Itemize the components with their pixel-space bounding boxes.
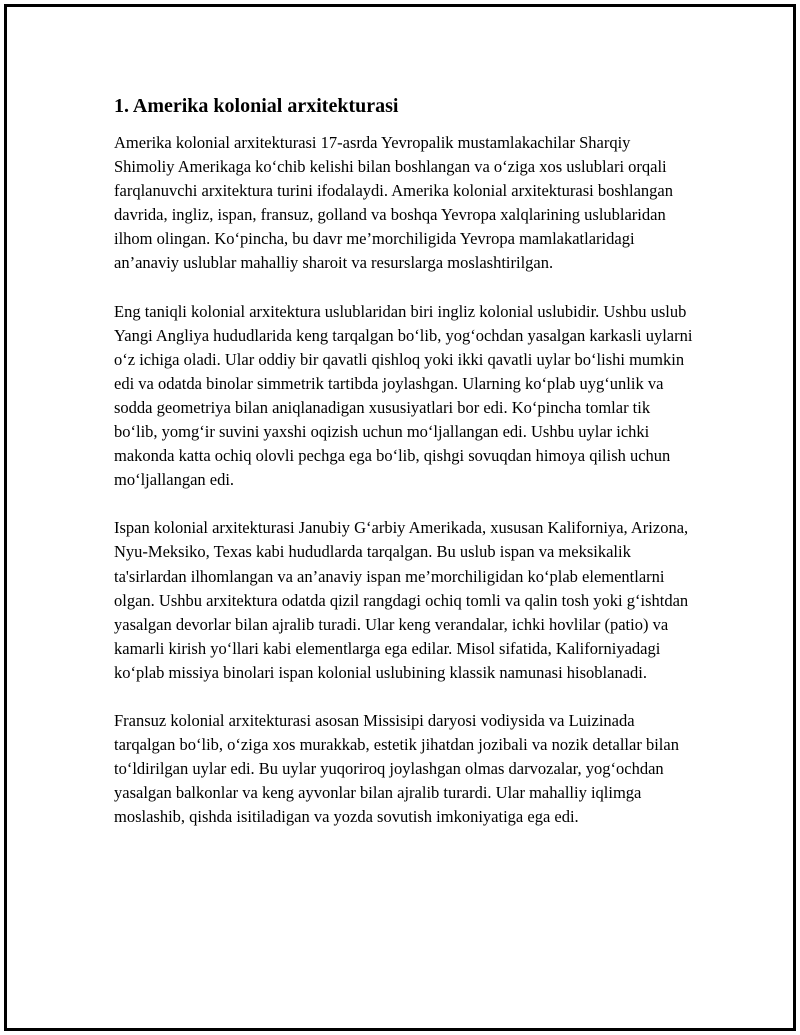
document-title: 1. Amerika kolonial arxitekturasi [114, 95, 399, 117]
paragraph-spanish-colonial: Ispan kolonial arxitekturasi Janubiy G‘arbiy Amerikada, xususan Kaliforniya, Arizona, Nyu-Meksiko, Texas kabi hududlarda tarqalgan. Bu uslub ispan va meksikalik ta'sirlardan ilhomlangan va an’anaviy ispan me’morchiligidan ko‘plab elementlarni olgan. Ushbu arxitektura odatda qizil rangdagi ochiq tomli va qalin tosh yoki g‘ishtdan yasalgan devorlar bilan ajralib turadi. Ular keng verandalar, ichki hovlilar (patio) va kamarli kirish yo‘llari kabi elementlarga ega edilar. Misol sifatida, Kaliforniyadagi ko‘plab missiya binolari ispan kolonial uslubining klassik namunasi hisoblanadi. [114, 518, 689, 682]
paragraph-english-colonial: Eng taniqli kolonial arxitektura uslublaridan biri ingliz kolonial uslubidir. Ushbu uslub Yangi Angliya hududlarida keng tarqalgan bo‘lib, yog‘ochdan yasalgan karkasli uylarni o‘z ichiga oladi. Ular oddiy bir qavatli qishloq yoki ikki qavatli uylar bo‘lishi mumkin edi va odatda binolar simmetrik tartibda joylashgan. Ularning ko‘plab uyg‘unlik va sodda geometriya bilan aniqlanadigan xususiyatlari bor edi. Ko‘pincha tomlar tik bo‘lib, yomg‘ir suvini yaxshi oqizish uchun mo‘ljallangan edi. Ushbu uylar ichki makonda katta ochiq olovli pechga ega bo‘lib, qishgi sovuqdan himoya qilish uchun mo‘ljallangan edi. [114, 301, 693, 490]
document-content [114, 92, 694, 853]
paragraph-french-colonial: Fransuz kolonial arxitekturasi asosan Missisipi daryosi vodiysida va Luizinada tarqalgan bo‘lib, o‘ziga xos murakkab, estetik jihatdan jozibali va nozik detallar bilan to‘ldirilgan uylar edi. Bu uylar yuqoriroq joylashgan olmas darvozalar, yog‘ochdan yasalgan balkonlar va keng ayvonlar bilan ajralib turardi. Ular mahalliy iqlimga moslashib, qishda isitiladigan va yozda sovutish imkoniyatiga ega edi. [114, 710, 679, 827]
paragraph-english-intro: Amerika kolonial arxitekturasi 17-asrda Yevropalik mustamlakachilar Sharqiy Shimoliy Amerikaga ko‘chib kelishi bilan boshlangan va o‘ziga xos uslublari orqali farqlanuvchi arxitektura turini ifodalaydi. Amerika kolonial arxitekturasi boshlangan davrida, ingliz, ispan, fransuz, golland va boshqa Yevropa xalqlarining uslublaridan ilhom olingan. Ko‘pincha, bu davr me’morchiligida Yevropa mamlakatlaridagi an’anaviy uslublar mahalliy sharoit va resurslarga moslashtirilgan. [114, 133, 673, 273]
